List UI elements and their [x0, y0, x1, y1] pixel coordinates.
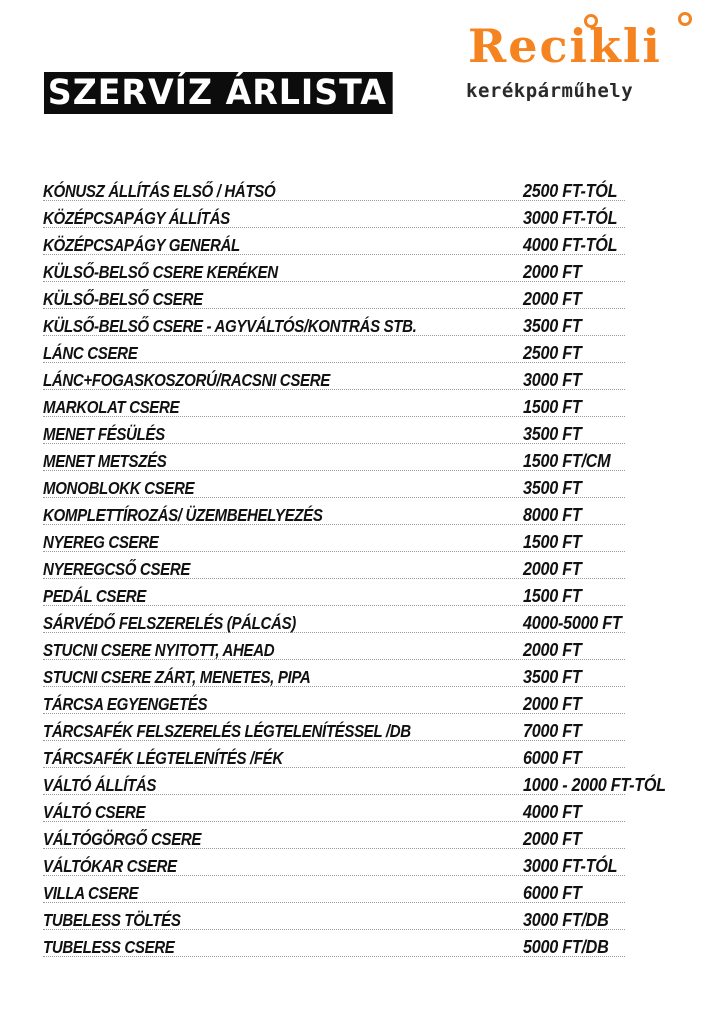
price-row	[43, 419, 683, 446]
service-name: VILLA CSERE	[43, 883, 139, 903]
price-row	[43, 203, 683, 230]
page-title-banner	[44, 72, 411, 114]
service-name: TÁRCSAFÉK FELSZERELÉS LÉGTELENÍTÉSSEL /DB	[43, 721, 411, 741]
service-price: 3500 FT	[523, 316, 582, 336]
service-name: TÁRCSAFÉK LÉGTELENÍTÉS /FÉK	[43, 748, 283, 768]
service-price: 2000 FT	[523, 829, 582, 849]
service-name: KÜLSŐ-BELSŐ CSERE - AGYVÁLTÓS/KONTRÁS STB.	[43, 316, 417, 336]
service-name: STUCNI CSERE ZÁRT, MENETES, PIPA	[43, 667, 311, 687]
price-row	[43, 635, 683, 662]
service-price: 2000 FT	[523, 559, 582, 579]
service-name: MENET METSZÉS	[43, 451, 167, 471]
service-name: KOMPLETTÍROZÁS/ ÜZEMBEHELYEZÉS	[43, 505, 323, 525]
service-name: KÜLSŐ-BELSŐ CSERE KERÉKEN	[43, 262, 278, 282]
price-row	[43, 824, 683, 851]
service-name: KÖZÉPCSAPÁGY ÁLLÍTÁS	[43, 208, 230, 228]
service-price: 1000 - 2000 FT-TÓL	[523, 775, 666, 795]
service-name: TÁRCSA EGYENGETÉS	[43, 694, 208, 714]
service-price: 3000 FT	[523, 370, 582, 390]
price-row	[43, 500, 683, 527]
service-price: 1500 FT	[523, 532, 582, 552]
price-row	[43, 284, 683, 311]
service-price: 2000 FT	[523, 694, 582, 714]
service-name: VÁLTÓGÖRGŐ CSERE	[43, 829, 202, 849]
service-price: 4000-5000 FT	[523, 613, 622, 633]
price-row	[43, 878, 683, 905]
service-price: 3500 FT	[523, 424, 582, 444]
price-row	[43, 527, 683, 554]
price-row	[43, 392, 683, 419]
price-row	[43, 743, 683, 770]
service-name: SÁRVÉDŐ FELSZERELÉS (PÁLCÁS)	[43, 613, 296, 633]
price-row	[43, 932, 683, 959]
logo-brand-name: Recikli	[468, 19, 662, 73]
price-row	[43, 797, 683, 824]
service-name: KÜLSŐ-BELSŐ CSERE	[43, 289, 203, 309]
service-name: LÁNC CSERE	[43, 343, 138, 363]
logo-subtitle: kerékpárműhely	[466, 80, 634, 102]
logo-swirl-icon	[678, 12, 692, 26]
service-price: 4000 FT	[523, 802, 582, 822]
price-row	[43, 770, 683, 797]
service-price: 3000 FT-TÓL	[523, 208, 618, 228]
service-price: 1500 FT/CM	[523, 451, 611, 471]
price-row	[43, 716, 683, 743]
page-title: SZERVÍZ ÁRLISTA	[44, 72, 393, 114]
price-row	[43, 608, 683, 635]
service-name: PEDÁL CSERE	[43, 586, 146, 606]
price-row	[43, 905, 683, 932]
service-name: MARKOLAT CSERE	[43, 397, 180, 417]
service-price: 2500 FT	[523, 343, 582, 363]
service-price: 2500 FT-TÓL	[523, 181, 618, 201]
price-row	[43, 365, 683, 392]
service-name: TUBELESS CSERE	[43, 937, 175, 957]
service-price: 7000 FT	[523, 721, 582, 741]
price-row	[43, 554, 683, 581]
service-price: 3500 FT	[523, 667, 582, 687]
price-list	[43, 176, 683, 959]
price-row	[43, 581, 683, 608]
service-price: 3000 FT-TÓL	[523, 856, 618, 876]
service-name: VÁLTÓKAR CSERE	[43, 856, 177, 876]
price-row	[43, 851, 683, 878]
service-name: VÁLTÓ CSERE	[43, 802, 146, 822]
price-row	[43, 176, 683, 203]
service-price: 8000 FT	[523, 505, 582, 525]
price-row	[43, 230, 683, 257]
service-name: MONOBLOKK CSERE	[43, 478, 195, 498]
service-price: 3000 FT/DB	[523, 910, 609, 930]
service-price: 6000 FT	[523, 748, 582, 768]
service-price: 2000 FT	[523, 640, 582, 660]
price-row	[43, 257, 683, 284]
service-name: NYEREGCSŐ CSERE	[43, 559, 191, 579]
service-name: KÓNUSZ ÁLLÍTÁS ELSŐ / HÁTSÓ	[43, 181, 276, 201]
service-price: 2000 FT	[523, 289, 582, 309]
price-row	[43, 473, 683, 500]
price-row	[43, 338, 683, 365]
service-price: 3500 FT	[523, 478, 582, 498]
price-row	[43, 446, 683, 473]
price-row	[43, 662, 683, 689]
service-price: 1500 FT	[523, 397, 582, 417]
service-name: LÁNC+FOGASKOSZORÚ/RACSNI CSERE	[43, 370, 330, 390]
service-name: NYEREG CSERE	[43, 532, 159, 552]
price-row	[43, 689, 683, 716]
price-row	[43, 311, 683, 338]
service-price: 6000 FT	[523, 883, 582, 903]
service-name: MENET FÉSÜLÉS	[43, 424, 165, 444]
service-price: 5000 FT/DB	[523, 937, 609, 957]
service-price: 2000 FT	[523, 262, 582, 282]
service-name: STUCNI CSERE NYITOTT, AHEAD	[43, 640, 275, 660]
service-name: KÖZÉPCSAPÁGY GENERÁL	[43, 235, 240, 255]
service-price: 1500 FT	[523, 586, 582, 606]
service-name: TUBELESS TÖLTÉS	[43, 910, 181, 930]
service-price: 4000 FT-TÓL	[523, 235, 618, 255]
service-name: VÁLTÓ ÁLLÍTÁS	[43, 775, 157, 795]
brand-logo	[462, 8, 702, 108]
